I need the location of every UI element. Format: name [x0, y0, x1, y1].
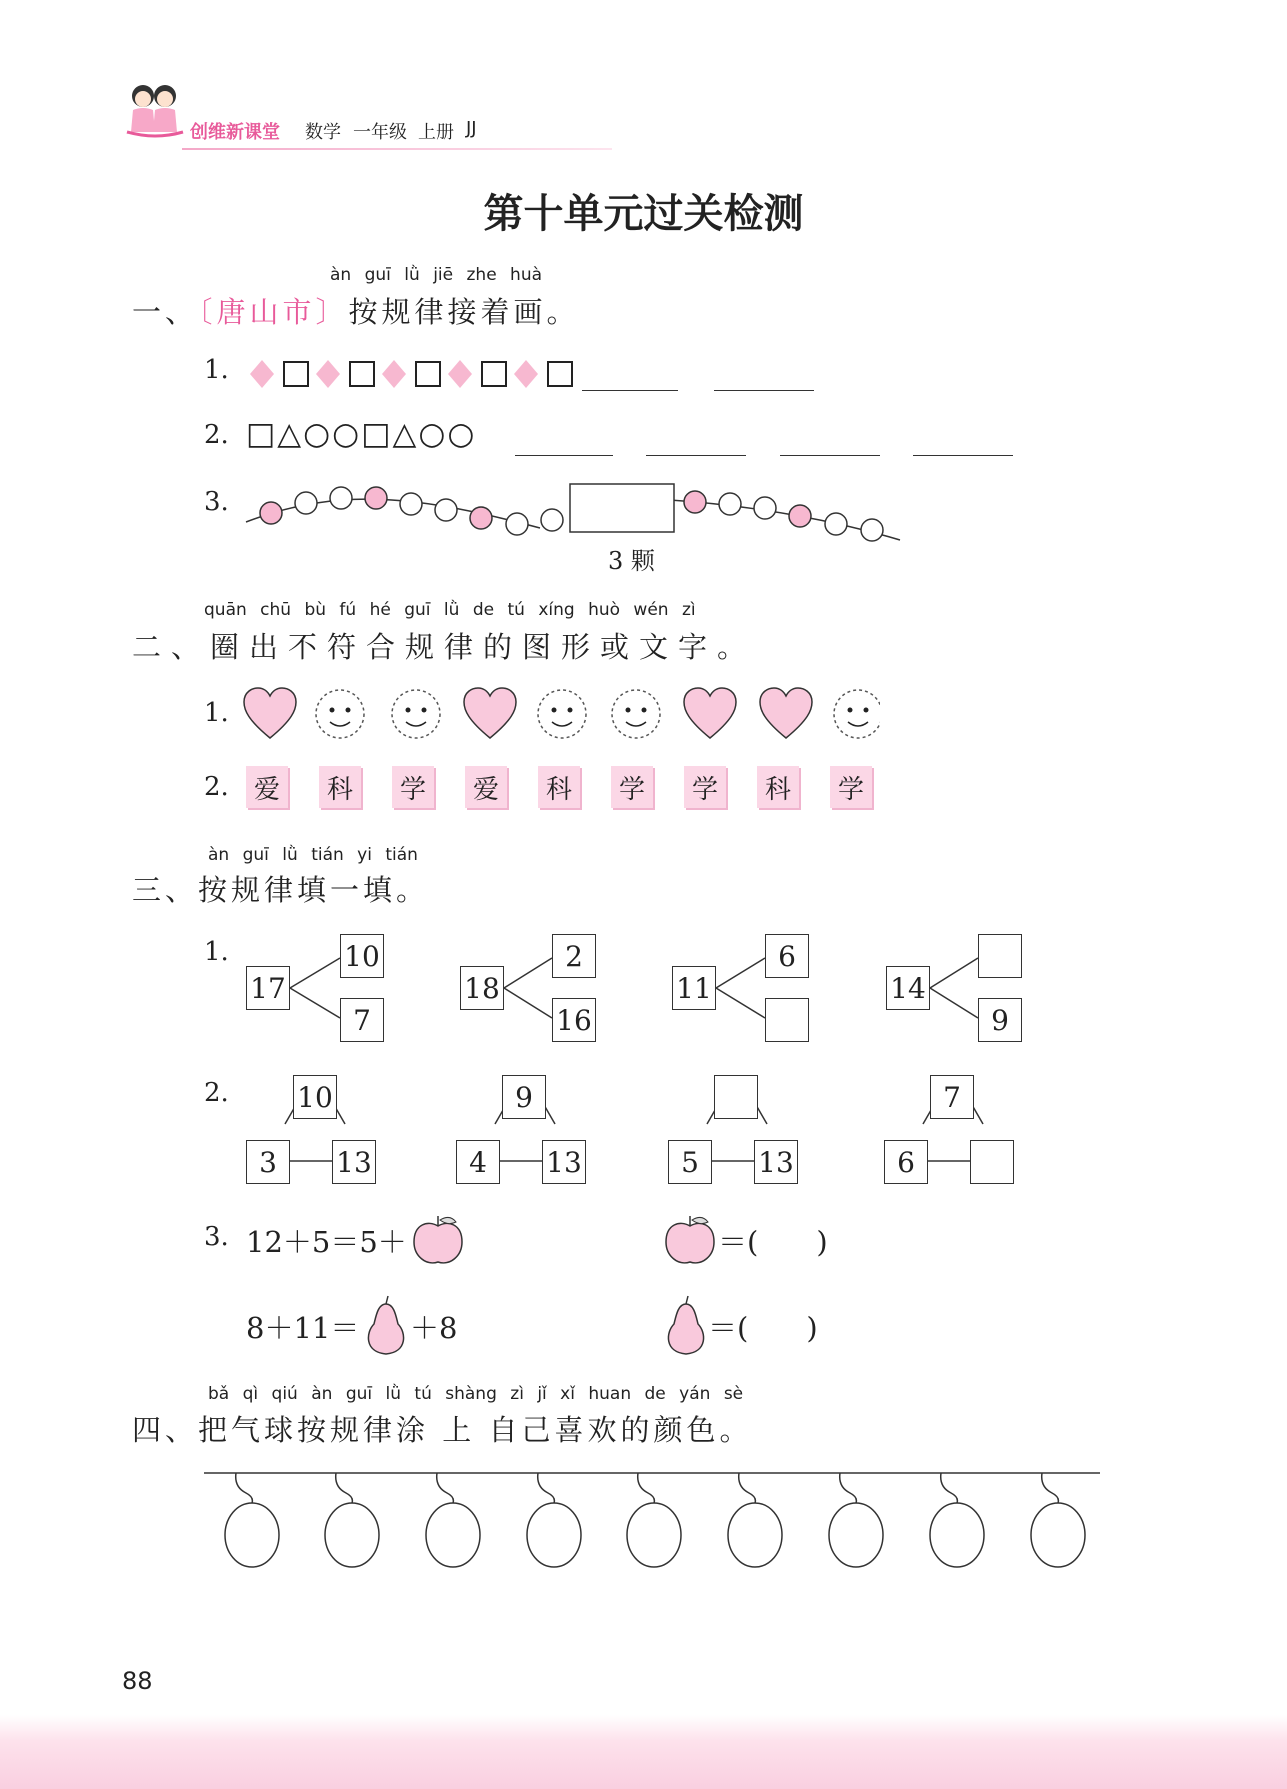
part-box: 6 [765, 934, 809, 978]
s3-q2-label: 2. [204, 1078, 229, 1108]
char-tile[interactable]: 爱 [465, 766, 507, 808]
section2-pinyin: quān chū bù fú hé guī lǜ de tú xíng huò wén zì [204, 600, 696, 620]
part-box: 9 [978, 998, 1022, 1042]
answer-box[interactable] [978, 934, 1022, 978]
whole-box: 18 [460, 966, 504, 1010]
apple-icon [410, 1212, 466, 1268]
apple-icon [662, 1212, 718, 1268]
answer-box[interactable] [765, 998, 809, 1042]
balloon-icon[interactable] [322, 1473, 382, 1573]
equation-1-answer[interactable]: ＝( ) [718, 1225, 828, 1259]
page-number: 88 [122, 1667, 153, 1695]
triangle-lines [0, 1060, 1287, 1180]
subject: 数学 [305, 122, 341, 143]
balloon-icon[interactable] [1028, 1473, 1088, 1573]
answer-box[interactable] [714, 1075, 758, 1119]
balloon-icon[interactable] [927, 1473, 987, 1573]
pear-icon [362, 1294, 410, 1356]
char-tile[interactable]: 学 [611, 766, 653, 808]
grade: 一年级 [353, 122, 407, 143]
footer-band [0, 1715, 1287, 1789]
char-tile[interactable]: 爱 [246, 766, 288, 808]
top-box: 10 [293, 1075, 337, 1119]
section4-number: 四、 [132, 1413, 199, 1447]
char-tile[interactable]: 科 [757, 766, 799, 808]
part-box: 10 [340, 934, 384, 978]
whole-box: 11 [672, 966, 716, 1010]
equation-2-right: ＋8 [410, 1311, 458, 1345]
char-tile[interactable]: 学 [830, 766, 872, 808]
balloon-icon[interactable] [725, 1473, 785, 1573]
section4-text: 把气球按规律涂 上 自己喜欢的颜色。 [198, 1413, 753, 1447]
whole-box: 14 [886, 966, 930, 1010]
bead-count-note: 3 颗 [608, 547, 655, 575]
equation-2-left: 8＋11＝ [246, 1311, 360, 1345]
s1-q2-sequence: □△○○□△○○ [246, 416, 477, 452]
left-box: 4 [456, 1140, 500, 1184]
s3-q1-label: 1. [204, 937, 229, 967]
balloon-icon[interactable] [826, 1473, 886, 1573]
left-box: 6 [884, 1140, 928, 1184]
part-box: 7 [340, 998, 384, 1042]
left-box: 5 [668, 1140, 712, 1184]
s2-q1-label: 1. [204, 698, 229, 728]
right-box: 13 [542, 1140, 586, 1184]
char-tile[interactable]: 科 [319, 766, 361, 808]
section2-number: 二、 [132, 630, 211, 664]
volume: 上册 [418, 122, 454, 143]
whole-box: 17 [246, 966, 290, 1010]
equation-1-left: 12＋5＝5＋ [246, 1225, 407, 1259]
balloon-icon[interactable] [624, 1473, 684, 1573]
pear-icon [662, 1294, 710, 1356]
char-tile[interactable]: 科 [538, 766, 580, 808]
equation-2-answer[interactable]: ＝( ) [708, 1311, 818, 1345]
section3-number: 三、 [132, 873, 199, 907]
section3-text: 按规律填一填。 [198, 873, 430, 907]
balloon-icon[interactable] [524, 1473, 584, 1573]
part-box: 2 [552, 934, 596, 978]
section1-number: 一、 [132, 295, 199, 329]
right-box: 13 [754, 1140, 798, 1184]
s1-q1-label: 1. [204, 355, 229, 385]
s1-q3-label: 3. [204, 487, 229, 517]
char-tile[interactable]: 学 [392, 766, 434, 808]
balloon-icon[interactable] [423, 1473, 483, 1573]
region-tag: 〔唐山市〕 [198, 295, 349, 329]
page-title: 第十单元过关检测 [483, 191, 804, 237]
char-tile[interactable]: 学 [684, 766, 726, 808]
section2-text: 圈出不符合规律的图形或文字。 [210, 630, 757, 664]
section3-pinyin: àn guī lǜ tián yi tián [208, 845, 418, 865]
s3-q3-label: 3. [204, 1222, 229, 1252]
top-box: 7 [930, 1075, 974, 1119]
section4-pinyin: bǎ qì qiú àn guī lǜ tú shàng zì jǐ xǐ huan de yán sè [208, 1384, 744, 1404]
section4-heading [132, 1408, 752, 1449]
edition: JJ [466, 118, 477, 139]
top-box: 9 [502, 1075, 546, 1119]
left-box: 3 [246, 1140, 290, 1184]
right-box: 13 [332, 1140, 376, 1184]
section1-pinyin: àn guī lǜ jiē zhe huà [330, 265, 543, 285]
answer-box[interactable] [970, 1140, 1014, 1184]
s2-q2-label: 2. [204, 772, 229, 802]
section1-text: 按规律接着画。 [348, 295, 580, 329]
s1-q2-label: 2. [204, 420, 229, 450]
brand-name: 创维新课堂 [190, 122, 280, 143]
part-box: 16 [552, 998, 596, 1042]
balloon-icon[interactable] [222, 1473, 282, 1573]
